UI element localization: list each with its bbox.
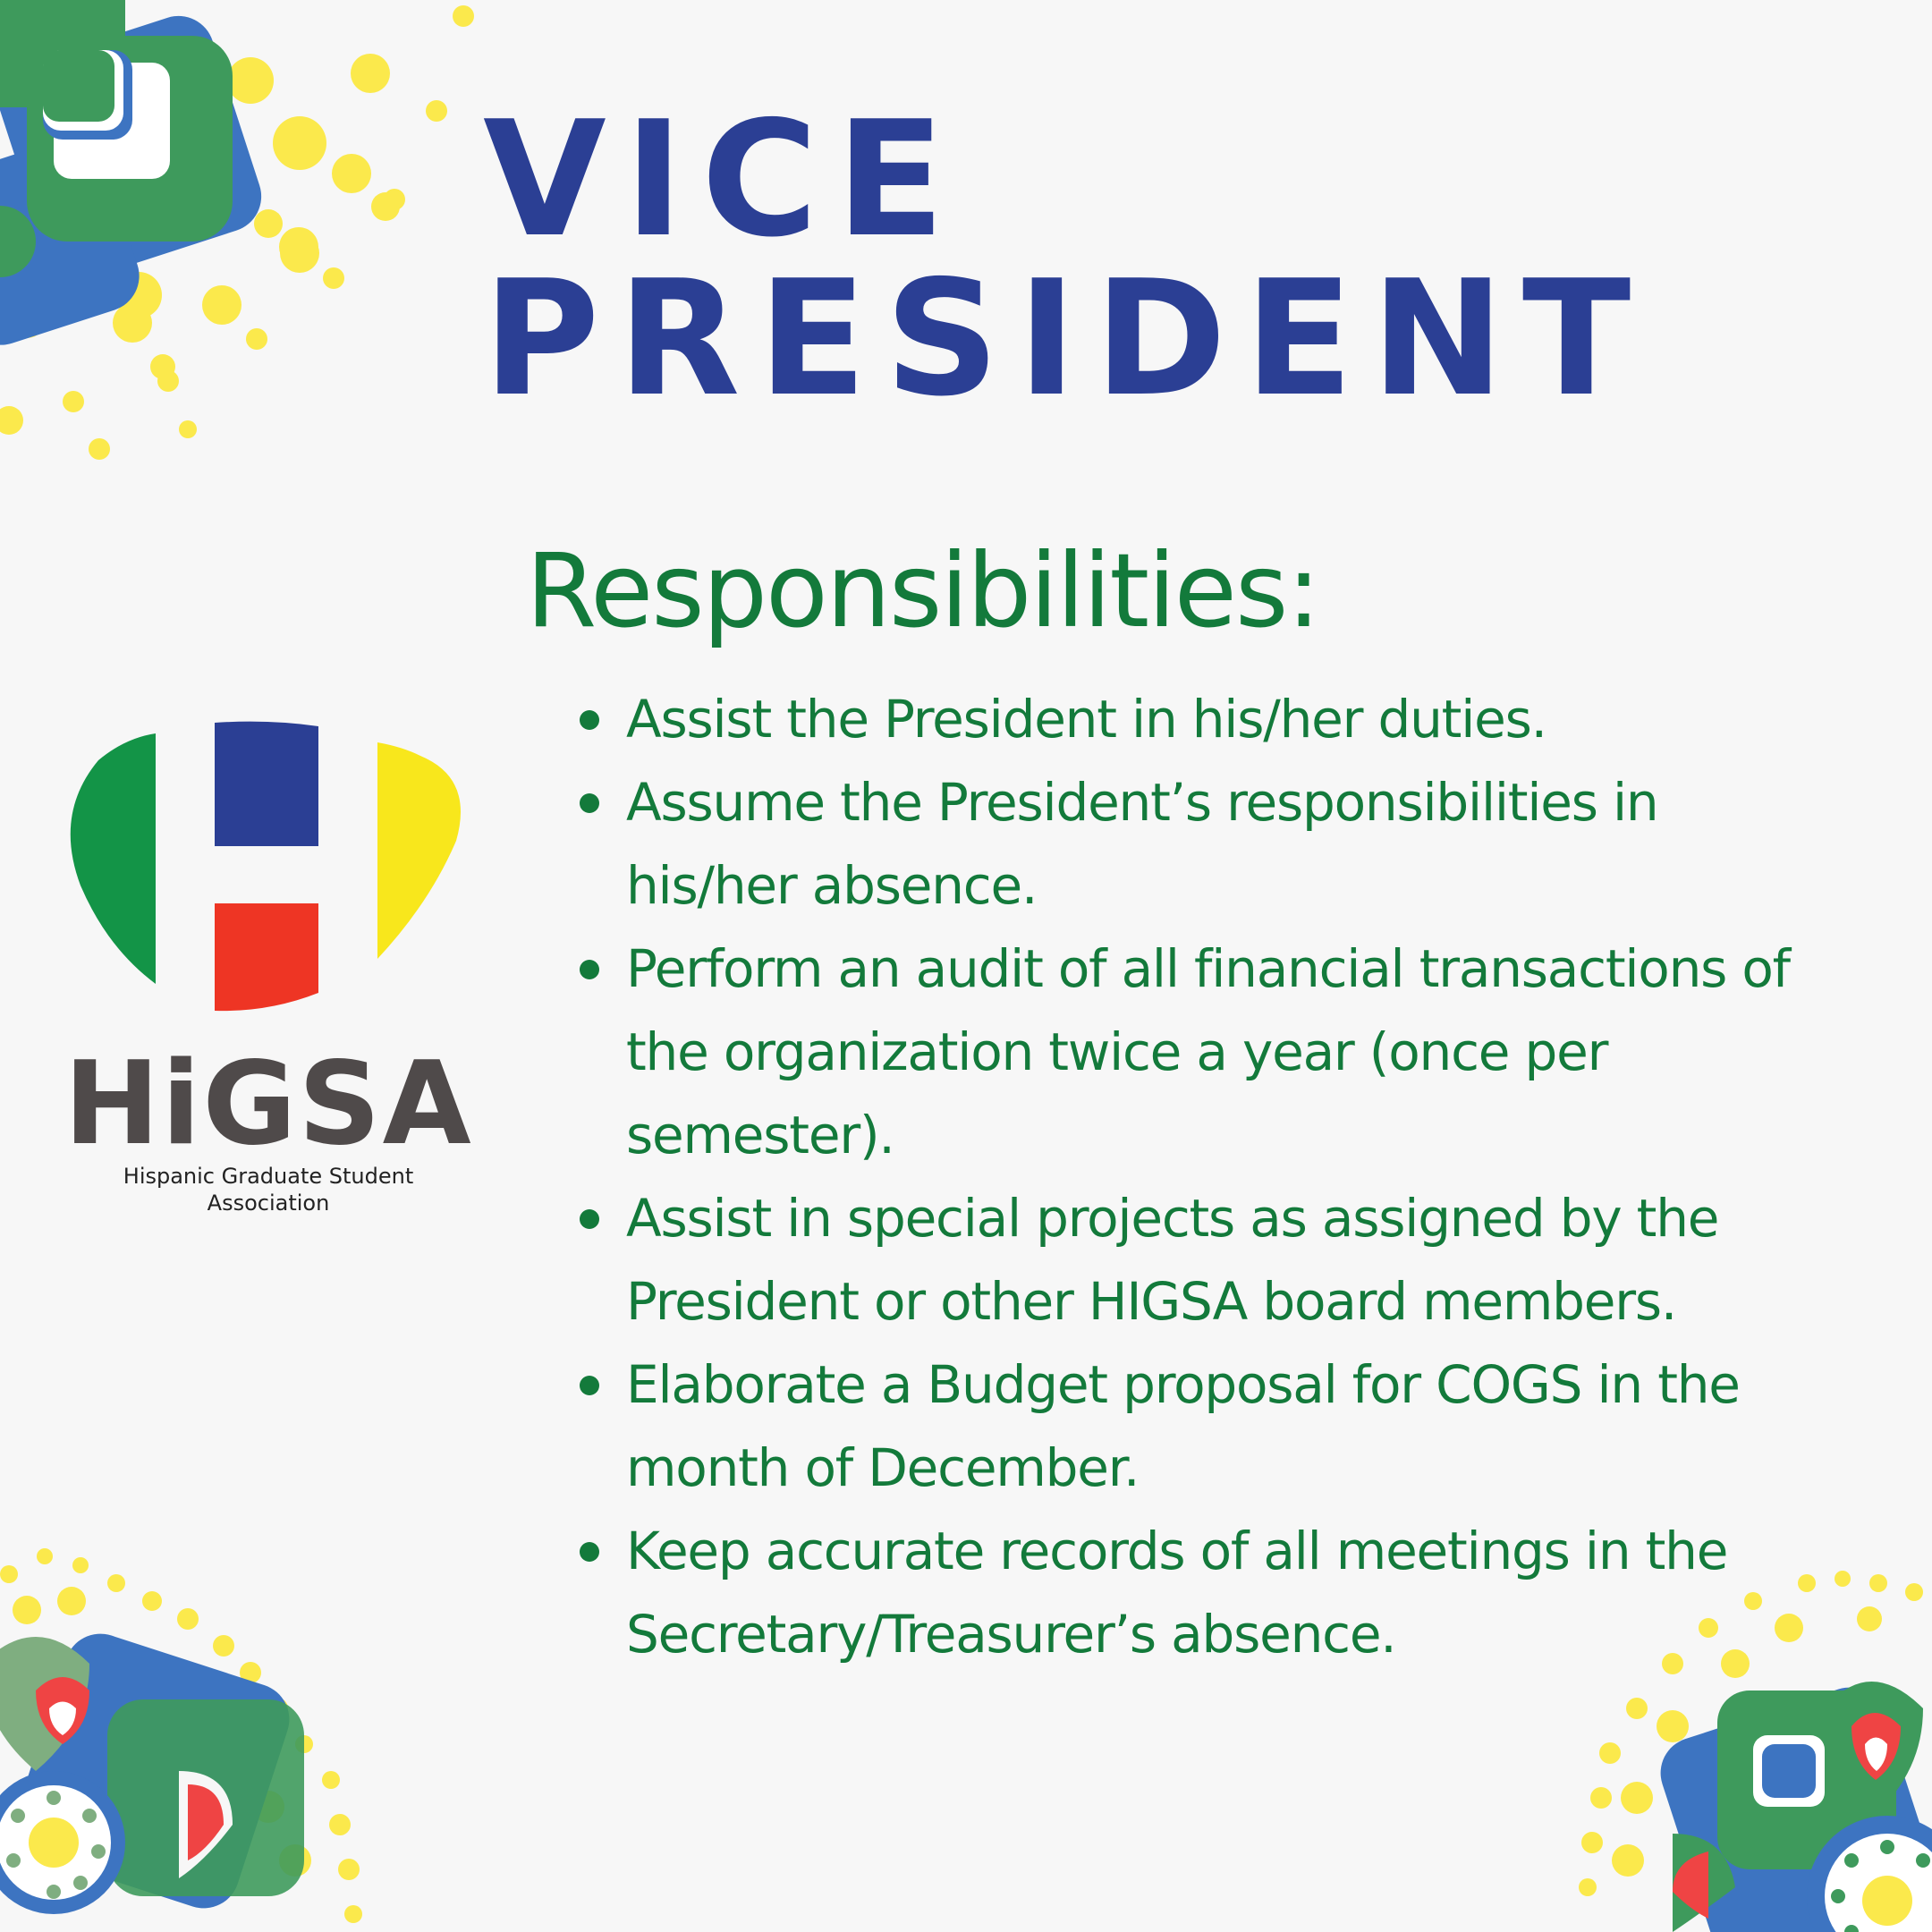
responsibilities-heading: Responsibilities: xyxy=(526,531,1319,650)
responsibilities-list xyxy=(626,678,1843,1676)
list-item: Assist in special projects as assigned by the President or other HIGSA board members. xyxy=(626,1177,1843,1343)
title-line-1: VICE xyxy=(483,87,963,272)
list-item: Assume the President’s responsibilities in his/her absence. xyxy=(626,761,1843,928)
title-line-2: PRESIDENT xyxy=(483,246,1649,431)
corner-flower-bottom-left-icon xyxy=(0,1538,376,1932)
page-title xyxy=(483,87,1649,431)
corner-flower-top-left-icon xyxy=(0,0,501,501)
list-item: Elaborate a Budget proposal for COGS in the month of December. xyxy=(626,1343,1843,1510)
list-item: Assist the President in his/her duties. xyxy=(626,678,1843,761)
logo-name: HiGSA xyxy=(64,1038,473,1171)
list-item: Keep accurate records of all meetings in the Secretary/Treasurer’s absence. xyxy=(626,1510,1843,1676)
list-item: Perform an audit of all financial transactions of the organization twice a year (once per semester). xyxy=(626,928,1843,1177)
logo-subtitle: Hispanic Graduate Student Association xyxy=(123,1164,414,1216)
